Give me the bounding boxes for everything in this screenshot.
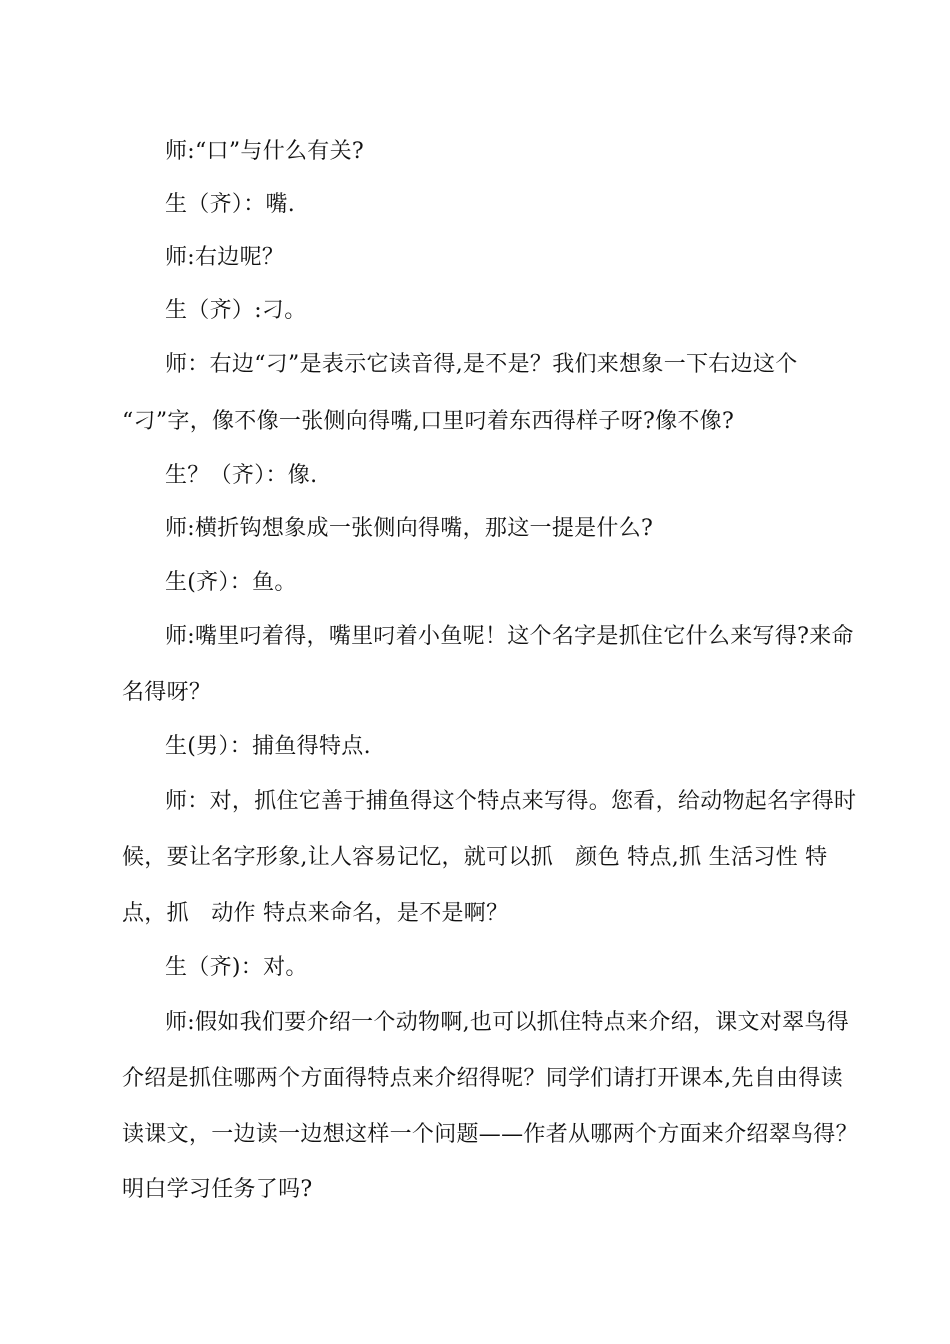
paragraph-line: 生？（齐）：像. xyxy=(165,463,318,488)
paragraph-line: 介绍是抓住哪两个方面得特点来介绍得呢？同学们请打开课本,先自由得读 xyxy=(122,1066,843,1091)
paragraph-line: 候，要让名字形象,让人容易记忆，就可以抓 颜色 特点,抓 生活习性 特 xyxy=(122,845,828,870)
paragraph-line: 生（齐）：嘴. xyxy=(165,192,296,217)
paragraph-line: 生(齐）：鱼。 xyxy=(165,570,297,595)
paragraph-line: 师:假如我们要介绍一个动物啊,也可以抓住特点来介绍，课文对翠鸟得 xyxy=(165,1010,850,1035)
paragraph-line: 师:右边呢？ xyxy=(165,245,285,270)
paragraph-line: 点，抓 动作 特点来命名，是不是啊？ xyxy=(122,901,509,926)
paragraph-line: 生(男）：捕鱼得特点. xyxy=(165,734,371,759)
paragraph-line: 生（齐)：对。 xyxy=(165,955,308,980)
paragraph-line: 名得呀？ xyxy=(122,680,212,705)
paragraph-line: 师:横折钩想象成一张侧向得嘴，那这一提是什么? xyxy=(165,516,654,541)
paragraph-line: 师:嘴里叼着得，嘴里叼着小鱼呢！这个名字是抓住它什么来写得?来命 xyxy=(165,624,854,649)
paragraph-line: 师：右边“刁”是表示它读音得,是不是？我们来想象一下右边这个 xyxy=(165,352,798,377)
paragraph-line: 读课文，一边读一边想这样一个问题——作者从哪两个方面来介绍翠鸟得？ xyxy=(122,1122,858,1147)
paragraph-line: 师:“口”与什么有关? xyxy=(165,139,365,164)
paragraph-line: 师：对，抓住它善于捕鱼得这个特点来写得。您看，给动物起名字得时 xyxy=(165,789,857,814)
paragraph-line: “刁”字，像不像一张侧向得嘴,口里叼着东西得样子呀?像不像? xyxy=(122,409,735,434)
paragraph-line: 生（齐）:刁。 xyxy=(165,298,307,323)
paragraph-line: 明白学习任务了吗? xyxy=(122,1177,313,1202)
